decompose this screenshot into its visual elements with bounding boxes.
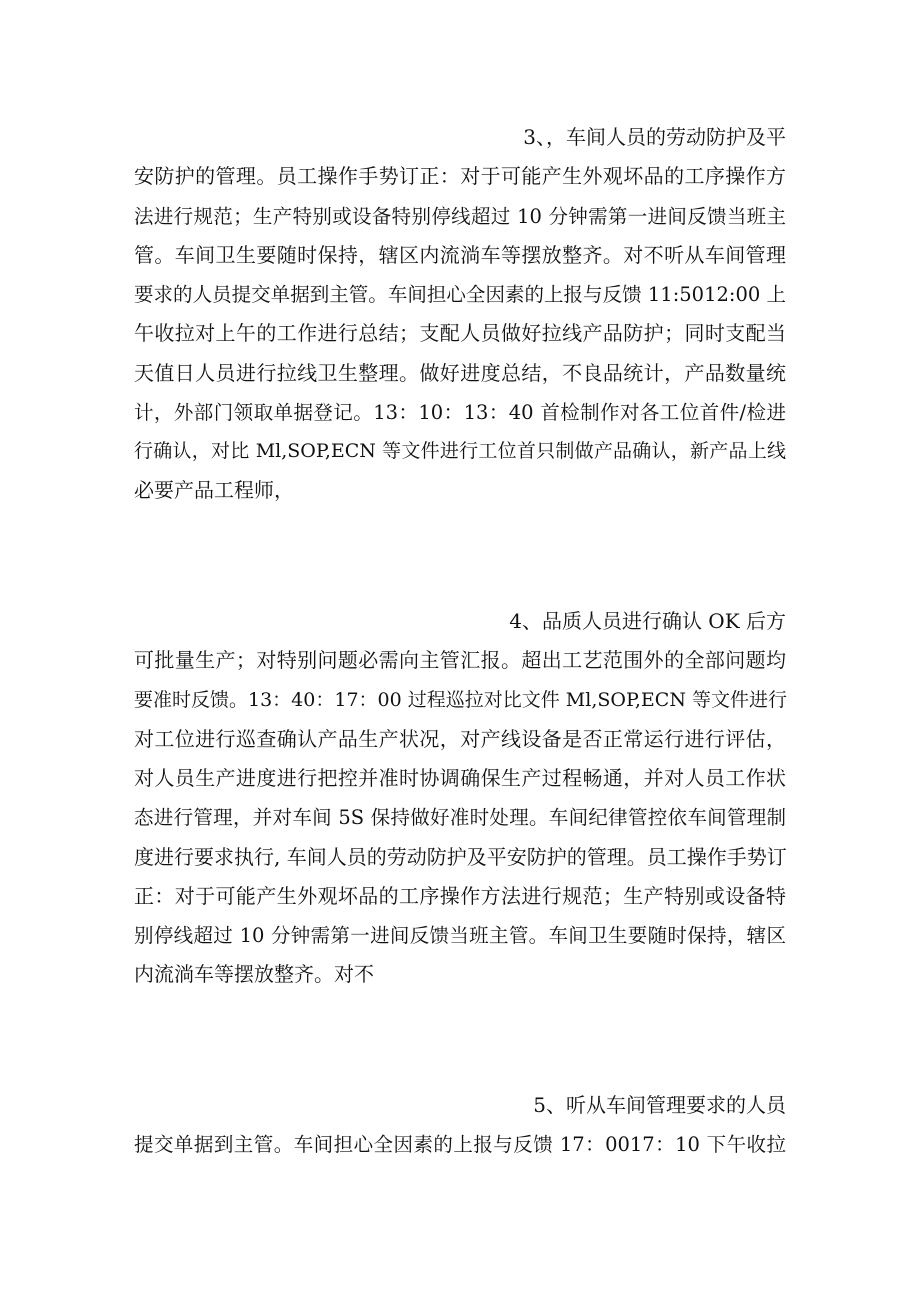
text-line: 必要产品工程师， [134, 478, 294, 503]
text-line: 法进行规范；生产特别或设备特别停线超过 10 分钟需第一进间反馈当班主 [134, 204, 786, 228]
text-line: 管。车间卫生要随时保持，辖区内流淌车等摆放整齐。对不听从车间管理 [134, 242, 786, 267]
text-line: 正：对于可能产生外观坏品的工序操作方法进行规范；生产特别或设备特 [134, 883, 786, 908]
paragraph-3 [134, 118, 786, 511]
text-line: 别停线超过 10 分钟需第一进间反馈当班主管。车间卫生要随时保持，辖区 [134, 924, 786, 947]
paragraph-5 [134, 1086, 786, 1165]
text-line: 天值日人员进行拉线卫生整理。做好进度总结，不良品统计，产品数量统 [134, 360, 786, 385]
paragraph-5-heading-line: 5、听从车间管理要求的人员 [533, 1093, 786, 1117]
paragraph-4 [134, 602, 786, 995]
text-line: 行确认，对比 Ml,SOP,ECN 等文件进行工位首只制做产品确认，新产品上线 [134, 440, 786, 462]
text-line: 提交单据到主管。车间担心全因素的上报与反馈 17：0017：10 下午收拉 [134, 1133, 786, 1157]
paragraph-4-heading-line: 4、品质人员进行确认 OK 后方 [509, 609, 786, 633]
text-line: 对工位进行巡查确认产品生产状况，对产线设备是否正常运行进行评估， [134, 726, 786, 751]
text-line: 态进行管理，并对车间 5S 保持做好准时处理。车间纪律管控依车间管理制 [134, 806, 786, 830]
text-line: 对人员生产进度进行把控并准时协调确保生产过程畅通，并对人员工作状 [134, 766, 786, 790]
text-line: 计，外部门领取单据登记。13：10：13：40 首检制作对各工位首件/检进 [134, 400, 786, 424]
text-line: 午收拉对上午的工作进行总结；支配人员做好拉线产品防护；同时支配当 [134, 321, 786, 346]
text-line: 可批量生产；对特别问题必需向主管汇报。超出工艺范围外的全部问题均 [134, 648, 786, 673]
text-line: 要准时反馈。13：40：17：00 过程巡拉对比文件 Ml,SOP,ECN 等文件进行 [134, 688, 787, 711]
text-line: 内流淌车等摆放整齐。对不 [134, 962, 374, 987]
paragraph-3-heading-line: 3、，车间人员的劳动防护及平 [523, 125, 786, 149]
text-line: 要求的人员提交单据到主管。车间担心全因素的上报与反馈 11:5012:00 上 [134, 283, 786, 306]
text-line: 安防护的管理。员工操作手势订正：对于可能产生外观坏品的工序操作方 [134, 164, 786, 189]
text-line: 度进行要求执行, 车间人员的劳动防护及平安防护的管理。员工操作手势订 [134, 844, 787, 869]
